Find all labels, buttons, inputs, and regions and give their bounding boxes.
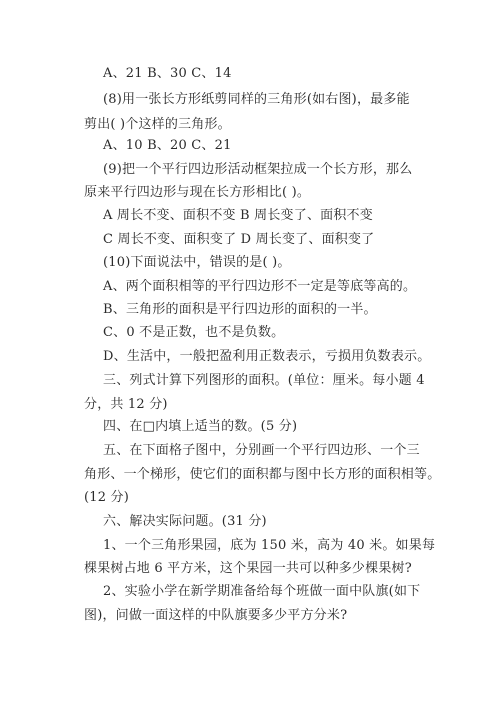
problem-2-line-1: 2、实验小学在新学期准备给每个班做一面中队旗(如下 [103,584,421,599]
q9-options-ab: A 周长不变、面积不变 B 周长变了、面积不变 [103,208,373,223]
q10-option-d: D、生活中，一般把盈利用正数表示，亏损用负数表示。 [103,349,431,364]
q10-option-a: A、两个面积相等的平行四边形不一定是等底等高的。 [103,279,417,294]
q8-text-line-1: (8)用一张长方形纸剪同样的三角形(如右图)，最多能 [103,92,410,107]
q9-text-line-2: 原来平行四边形与现在长方形相比( )。 [84,185,311,200]
q10-option-c: C、0 不是正数，也不是负数。 [103,325,285,340]
q8-options: A、10 B、20 C、21 [103,138,232,153]
section-5-line-3: (12 分) [84,490,130,505]
q7-options: A、21 B、30 C、14 [103,66,232,81]
section-3-line-2: 分，共 12 分) [84,397,168,412]
problem-1-line-1: 1、一个三角形果园，底为 150 米，高为 40 米。如果每 [103,538,436,553]
section-5-line-1: 五、在下面格子图中，分别画一个平行四边形、一个三 [103,443,420,458]
section-3-line-1: 三、列式计算下列图形的面积。(单位：厘米。每小题 4 [103,373,425,388]
q10-option-b: B、三角形的面积是平行四边形的面积的一半。 [103,302,377,317]
q10-text: (10)下面说法中，错误的是( )。 [103,255,291,270]
problem-1-line-2: 棵果树占地 6 平方米，这个果园一共可以种多少棵果树? [84,561,412,576]
section-6-heading: 六、解决实际问题。(31 分) [103,514,267,529]
q8-text-line-2: 剪出( )个这样的三角形。 [84,117,231,132]
q9-options-cd: C 周长不变、面积变了 D 周长变了、面积变了 [103,232,375,247]
problem-2-line-2: 图)，问做一面这样的中队旗要多少平方分米? [84,608,348,623]
q9-text-line-1: (9)把一个平行四边形活动框架拉成一个长方形，那么 [103,162,413,177]
section-5-line-2: 角形、一个梯形，使它们的面积都与图中长方形的面积相等。 [84,467,441,482]
section-4-heading: 四、在□内填上适当的数。(5 分) [103,419,298,434]
